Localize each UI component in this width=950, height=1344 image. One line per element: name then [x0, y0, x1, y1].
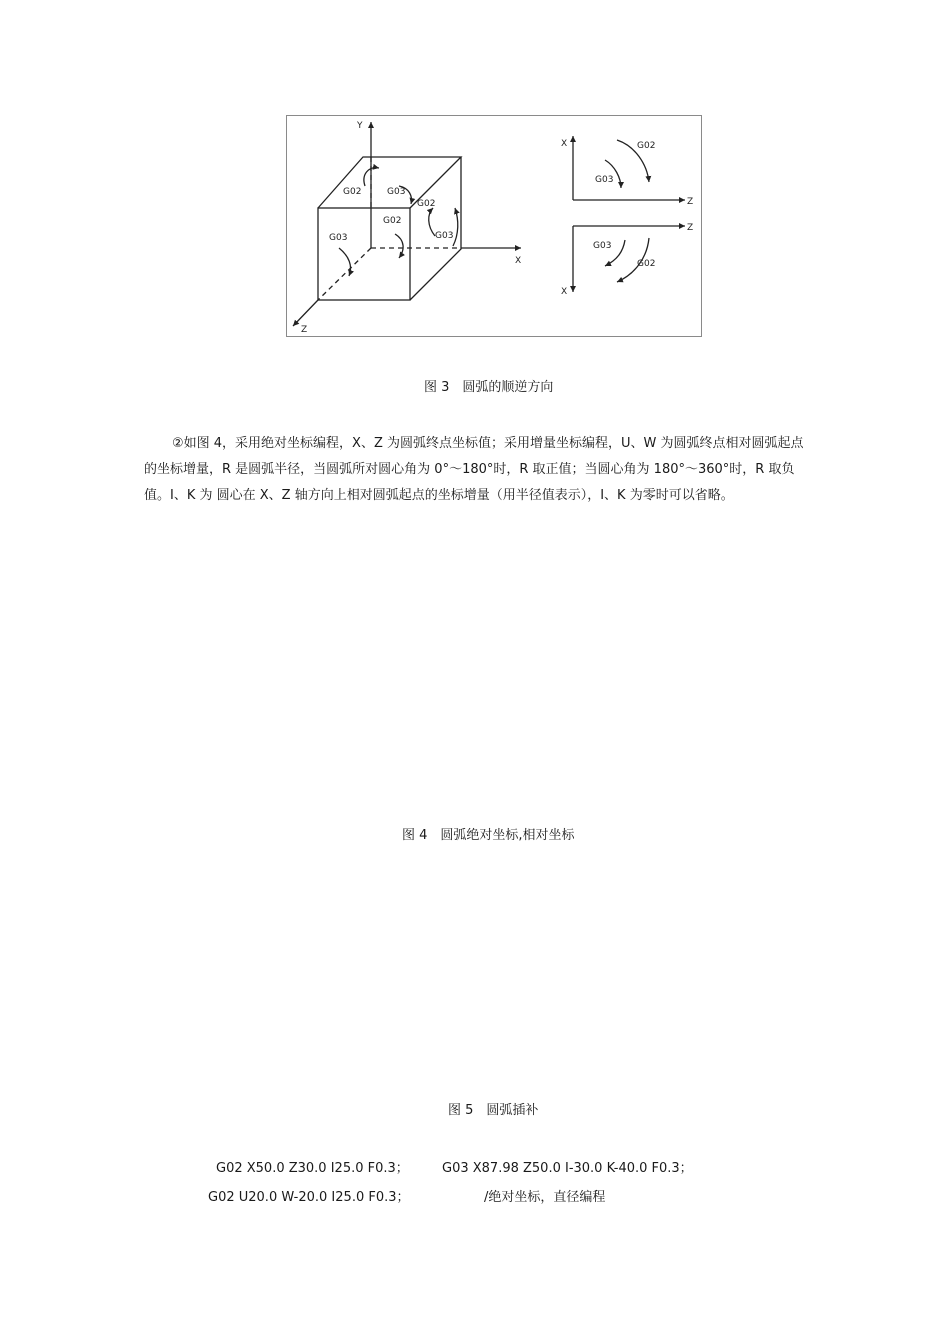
code-line-2-right: /绝对坐标，直径编程 — [484, 1190, 606, 1205]
label-g02-right: G02 — [417, 199, 436, 209]
label-z: Z — [301, 325, 308, 335]
label-g02-front: G02 — [383, 216, 402, 226]
label-x: X — [515, 256, 522, 266]
code-line-1-left: G02 X50.0 Z30.0 I25.0 F0.3； — [216, 1161, 409, 1176]
label-lower-z: Z — [687, 223, 694, 233]
arc-right-g03 — [453, 208, 458, 246]
label-y: Y — [357, 121, 363, 131]
figure-5-caption: 图 5 圆弧插补 — [448, 1103, 539, 1118]
label-g03-top: G03 — [387, 187, 406, 197]
label-g03-front: G03 — [329, 233, 348, 243]
figure-3-arc-directions — [286, 115, 702, 337]
label-lower-g03: G03 — [593, 241, 612, 251]
label-upper-x: X — [561, 139, 568, 149]
cube-right-face — [410, 157, 461, 300]
label-lower-g02: G02 — [637, 259, 656, 269]
z-axis-hidden — [318, 248, 371, 300]
cube-top-face — [318, 157, 461, 208]
z-axis — [293, 300, 318, 326]
figure-3-caption: 图 3 圆弧的顺逆方向 — [424, 380, 554, 395]
code-line-2-left: G02 U20.0 W-20.0 I25.0 F0.3； — [208, 1190, 410, 1205]
paragraph-text: ②如图 4，采用绝对坐标编程，X、Z 为圆弧终点坐标值；采用增量坐标编程，U、W 为圆弧终点相对圆弧起点的坐标增量，R 是圆弧半径，当圆弧所对圆心角为 0°～180°时，R 取正值；当圆心角为 180°～360°时，R 取负值。I、K 为 圆心在 X、Z 轴方向上相对圆弧起点的坐标增量（用半径值表示），I、K 为零时可以省略。 — [144, 436, 804, 503]
figure-3-diagram — [287, 116, 703, 338]
label-g03-right: G03 — [435, 231, 454, 241]
body-paragraph — [144, 431, 810, 509]
arc-front-g03 — [339, 248, 351, 276]
figure-4-caption: 图 4 圆弧绝对坐标,相对坐标 — [402, 828, 575, 843]
label-upper-z: Z — [687, 197, 694, 207]
arc-front-g02 — [395, 234, 403, 258]
label-upper-g02: G02 — [637, 141, 656, 151]
label-lower-x: X — [561, 287, 568, 297]
label-g02-top: G02 — [343, 187, 362, 197]
code-line-1-right: G03 X87.98 Z50.0 I-30.0 K-40.0 F0.3； — [442, 1161, 693, 1176]
label-upper-g03: G03 — [595, 175, 614, 185]
